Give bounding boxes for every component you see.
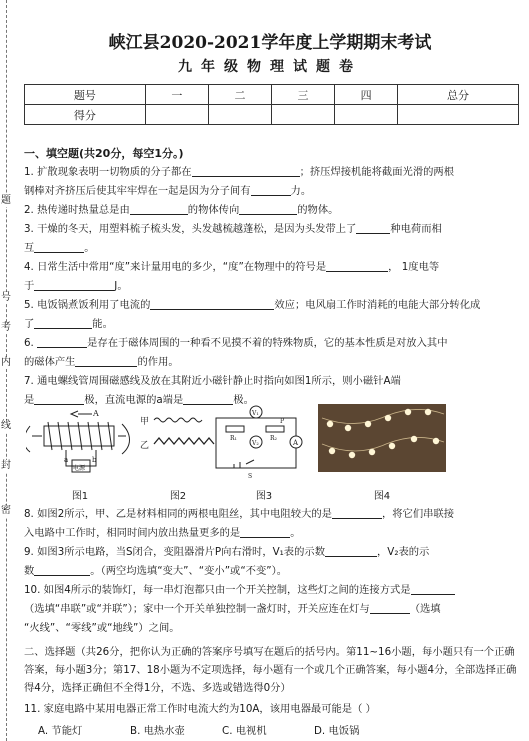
question-line: 9. 如图3所示电路，当S闭合，变阻器滑片P向右滑时，V₁表的示数 ，V₂表的示 <box>24 546 430 558</box>
option-a[interactable]: A. 节能灯 <box>38 725 83 737</box>
wire-label: 乙 <box>140 441 150 451</box>
thin-wire <box>154 418 202 422</box>
resistor-label: R₁ <box>230 435 237 442</box>
option-b[interactable]: B. 电热水壶 <box>130 725 185 737</box>
answer-blank[interactable] <box>34 316 92 329</box>
resistor-label: R₂ <box>270 435 277 442</box>
question-line: 是 极，直流电源的a端是 极。 <box>24 394 254 406</box>
question-line: （选填“串联”或“并联”）；家中一个开关单独控制一盏灯时，开关应连在灯与 （选填 <box>24 603 441 615</box>
margin-char: 线 <box>1 420 11 431</box>
margin-char: 题 <box>1 195 11 206</box>
answer-blank[interactable] <box>411 582 455 595</box>
question-line: 互 。 <box>24 242 95 254</box>
meter-label: V₂ <box>252 440 259 447</box>
question-line: 1. 扩散现象表明一切物质的分子都在 ；挤压焊接机能将截面光滑的两根 <box>24 166 455 178</box>
figure-caption: 图3 <box>255 491 273 502</box>
score-row-label: 得分 <box>25 105 146 125</box>
margin-char: 内 <box>1 357 11 368</box>
answer-blank[interactable] <box>34 278 114 291</box>
question-line: 10. 如图4所示的装饰灯，每一串灯泡都只由一个开关控制，这些灯之间的连接方式是 <box>24 581 520 600</box>
score-header-row <box>25 85 519 105</box>
answer-blank[interactable] <box>192 164 300 177</box>
answer-blank[interactable] <box>240 525 290 538</box>
margin-char: 号 <box>1 292 11 303</box>
switch-battery <box>234 460 254 468</box>
question-line: 7. 通电螺线管周围磁感线及放在其附近小磁针静止时指向如图1所示，则小磁针A端 <box>24 375 401 387</box>
question-line: 2. 热传递时热量总是由 的物体传向 的物体。 <box>24 204 339 216</box>
score-table <box>24 84 519 125</box>
resistor-r1 <box>226 426 244 432</box>
score-cell[interactable] <box>145 105 208 125</box>
meter-label: A <box>293 439 299 447</box>
compass-label: A <box>93 409 99 418</box>
section1-heading: 一、填空题(共20分，每空1分。) <box>24 147 184 160</box>
answer-blank[interactable] <box>75 354 137 367</box>
answer-blank[interactable] <box>34 240 84 253</box>
score-cell[interactable] <box>271 105 334 125</box>
resistor-r2 <box>266 426 284 432</box>
exam-subtitle: 九年级物理试题卷 <box>178 59 362 75</box>
score-cell[interactable] <box>398 105 519 125</box>
exam-title: 峡江县2020-2021学年度上学期期末考试 <box>108 33 432 53</box>
question-line: 3. 干燥的冬天，用塑料梳子梳头发，头发越梳越蓬松，是因为头发带上了 种电荷而相 <box>24 223 442 235</box>
question-line: 于 J。 <box>24 280 128 292</box>
answer-blank[interactable] <box>34 563 90 576</box>
question-line: 入电路中工作时，相同时间内放出热量更多的是 。 <box>24 527 301 539</box>
answer-blank[interactable] <box>370 601 410 614</box>
source-label: 电源 <box>73 465 86 472</box>
score-cell[interactable] <box>335 105 398 125</box>
score-header-cell: 一 <box>145 85 208 105</box>
score-header-cell: 题号 <box>25 85 146 105</box>
answer-blank[interactable] <box>239 202 297 215</box>
switch-label: S <box>248 473 253 480</box>
compass-needle <box>71 411 92 417</box>
question-line: 6. 是存在于磁体周围的一种看不见摸不着的特殊物质，它的基本性质是对放入其中 <box>24 337 448 349</box>
cut-line <box>6 0 7 741</box>
answer-blank[interactable] <box>325 544 377 557</box>
circuit-figure <box>216 406 302 468</box>
figures-row <box>26 404 506 484</box>
answer-blank[interactable] <box>37 335 87 348</box>
figure-caption: 图4 <box>373 491 391 502</box>
option-d[interactable]: D. 电饭锅 <box>314 725 360 737</box>
margin-char: 密 <box>1 505 11 516</box>
option-c[interactable]: C. 电视机 <box>222 725 267 737</box>
question-line: 4. 日常生活中常用“度”来计量用电的多少，“度”在物理中的符号是 ， 1度电等 <box>24 261 440 273</box>
score-header-cell: 四 <box>335 85 398 105</box>
margin-char: 封 <box>1 460 11 471</box>
question-line: “火线”、“零线”或“地线”）之间。 <box>24 622 180 634</box>
question-line: 数 。（两空均选填“变大”、“变小”或“不变”）。 <box>24 565 288 577</box>
section2-intro: 二、选择题（共26分，把你认为正确的答案序号填写在题后的括号内。第11~16小题，每小题只有一个正确答案，每小题3分；第17、18小题为不定项选择，每小题有一个或几个正确答案，每小题4分，全部选择正确得4分，选择正确但不全得1分，不选、多选或错选得0分） <box>24 646 517 694</box>
score-row <box>25 105 519 125</box>
question-11-options <box>38 722 406 737</box>
answer-blank[interactable] <box>130 202 188 215</box>
question-line: 8. 如图2所示，甲、乙是材料相同的两根电阻丝，其中电阻较大的是 ，将它们串联接 <box>24 508 455 520</box>
figure-caption: 图2 <box>169 491 187 502</box>
question-line: 5. 电饭锅煮饭利用了电流的 效应；电风扇工作时消耗的电能大部分转化成 <box>24 299 481 311</box>
score-cell[interactable] <box>208 105 271 125</box>
score-header-cell: 二 <box>208 85 271 105</box>
meter-label: V₁ <box>252 410 259 417</box>
figure-caption: 图1 <box>71 491 89 502</box>
score-header-cell: 三 <box>271 85 334 105</box>
question-11: 11. 家庭电路中某用电器正常工作时电流大约为10A，该用电器最可能是（ ） <box>24 703 376 715</box>
solenoid-figure <box>26 411 130 472</box>
wire-label: 甲 <box>140 417 150 427</box>
answer-blank[interactable] <box>326 259 388 272</box>
score-header-cell: 总分 <box>398 85 519 105</box>
margin-char: 考 <box>1 322 11 333</box>
answer-blank[interactable] <box>356 221 390 234</box>
question-line: 了 能。 <box>24 318 113 330</box>
question-line: 的磁体产生 的作用。 <box>24 356 179 368</box>
terminal-label: b <box>92 456 97 464</box>
thick-wire <box>154 438 214 444</box>
terminal-label: a <box>64 456 69 464</box>
answer-blank[interactable] <box>332 506 382 519</box>
answer-blank[interactable] <box>150 297 274 310</box>
binding-margin <box>0 0 12 741</box>
answer-blank[interactable] <box>251 183 291 196</box>
slider-label: P <box>280 418 285 425</box>
question-line: 钢棒对齐挤压后使其牢牢焊在一起是因为分子间有 力。 <box>24 185 312 197</box>
